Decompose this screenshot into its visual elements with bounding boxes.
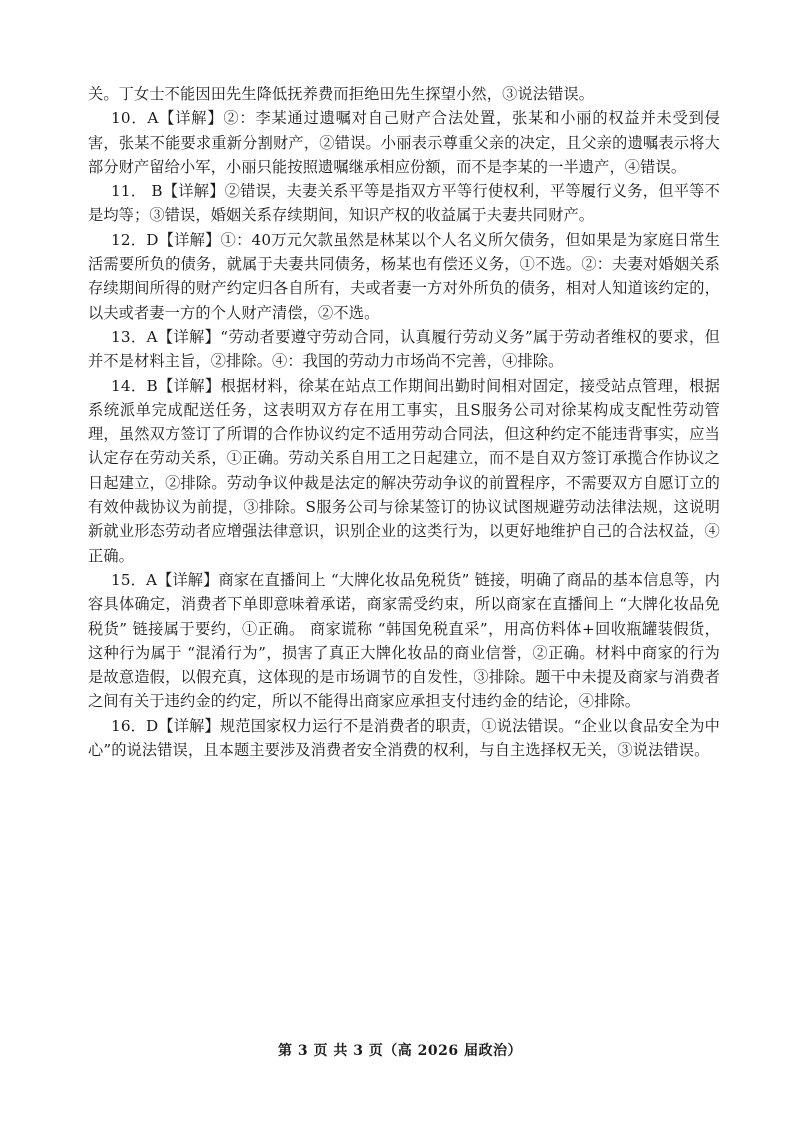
explanation-q15: 15．A【详解】商家在直播间上 “大牌化妆品免税货” 链接，明确了商品的基本信息等，内容具体确定，消费者下单即意味着承诺，商家需受约束，所以商家在直播间上 “大牌化妆品免税货” 链接属于要约，①正确。 商家谎称 “韩国免税直采”，用高仿料体+回收瓶罐装假货，这种行为属于 “混淆行为”，损害了真正大牌化妆品的商业信誉，②正确。材料中商家的行为是故意造假，以假充真，这体现的是市场调节的自发性，③排除。题干中未提及商家与消费者之间有关于违约金的约定，所以不能得出商家应承担支付违约金的结论，④排除。 xyxy=(88,570,720,711)
paragraph-continuation: 关。丁女士不能因田先生降低抚养费而拒绝田先生探望小然，③说法错误。 xyxy=(88,85,595,103)
explanation-q13: 13．A【详解】“劳动者要遵守劳动合同，认真履行劳动义务”属于劳动者维权的要求，但并不是材料主旨，②排除。④：我国的劳动力市场尚不完善，④排除。 xyxy=(88,327,720,371)
explanation-q10: 10．A【详解】②：李某通过遗嘱对自己财产合法处置，张某和小丽的权益并未受到侵害，张某不能要求重新分割财产，②错误。小丽表示尊重父亲的决定，且父亲的遗嘱表示将大部分财产留给小军，小丽只能按照遗嘱继承相应份额，而不是李某的一半遗产，④错误。 xyxy=(88,109,720,176)
explanation-q11: 11． B【详解】②错误，夫妻关系平等是指双方平等行使权利，平等履行义务，但平等不是均等；③错误，婚姻关系存续期间，知识产权的收益属于夫妻共同财产。 xyxy=(88,182,720,225)
answer-explanations xyxy=(88,82,720,762)
explanation-q16: 16．D【详解】规范国家权力运行不是消费者的职责，①说法错误。“企业以食品安全为中心”的说法错误，且本题主要涉及消费者安全消费的权利，与自主选择权无关，③说法错误。 xyxy=(88,716,720,760)
explanation-q14: 14．B【详解】根据材料，徐某在站点工作期间出勤时间相对固定，接受站点管理，根据系统派单完成配送任务，这表明双方存在用工事实，且S服务公司对徐某构成支配性劳动管理，虽然双方签订了所谓的合作协议约定不适用劳动合同法，但这种约定不能违背事实，应当认定存在劳动关系，①正确。劳动关系自用工之日起建立，而不是自双方签订承揽合作协议之日起建立，②排除。劳动争议仲裁是法定的解决劳动争议的前置程序，不需要双方自愿订立的有效仲裁协议为前提，③排除。S服务公司与徐某签订的协议试图规避劳动法律法规，这说明新就业形态劳动者应增强法律意识，识别企业的这类行为，以更好地维护自己的合法权益，④正确。 xyxy=(88,376,720,565)
explanation-q12: 12．D【详解】①：40万元欠款虽然是林某以个人名义所欠债务，但如果是为家庭日常生活需要所负的债务，就属于夫妻共同债务，杨某也有偿还义务，①不选。②：夫妻对婚姻关系存续期间所得的财产约定归各自所有，夫或者妻一方对外所负的债务，相对人知道该约定的，以夫或者妻一方的个人财产清偿，②不选。 xyxy=(88,230,720,322)
page-footer: 第 3 页 共 3 页（高 2026 届政治） xyxy=(277,1043,523,1059)
